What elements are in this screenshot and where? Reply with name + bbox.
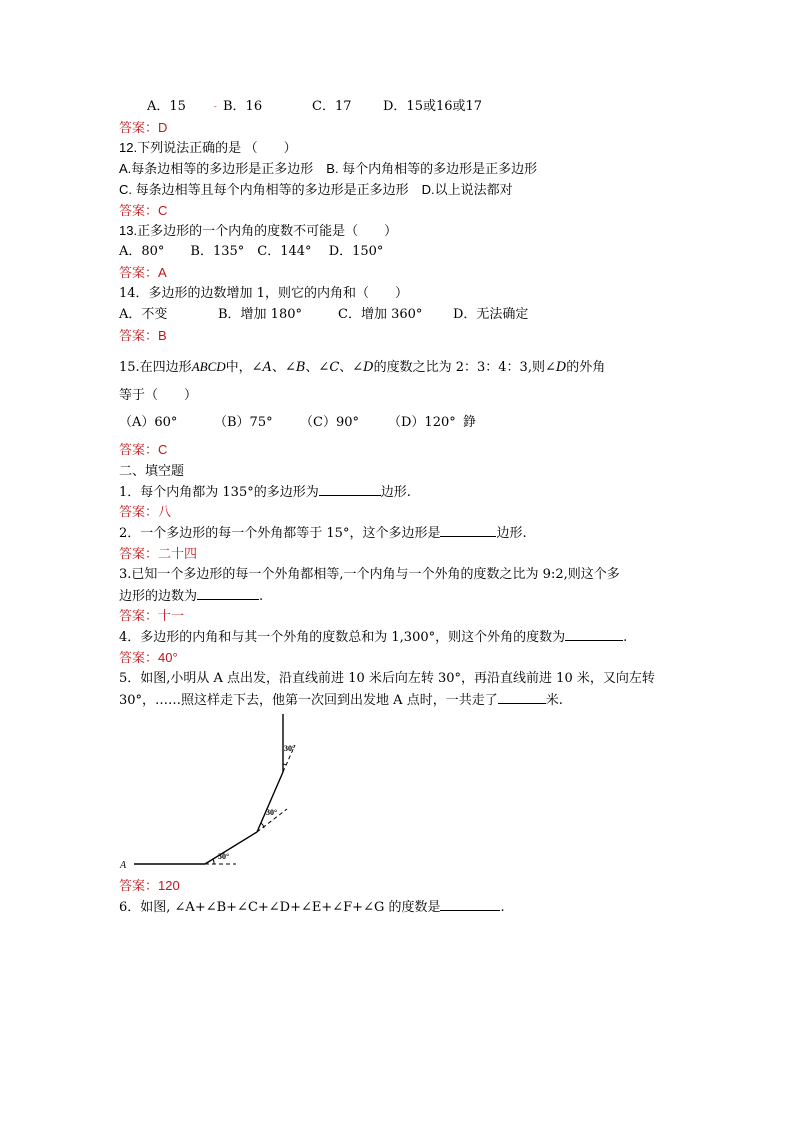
f1-question [119,483,411,502]
q14-option-a: A．不变 [119,307,168,322]
q13-stem: 13.正多边形的一个内角的度数不可能是（ ） [119,223,398,238]
angle-label-3: 30° [284,744,296,753]
q14-stem: 14．多边形的边数增加 1，则它的内角和（ ） [119,286,408,301]
f5-text-end: 米. [545,693,563,708]
f5-blank [498,691,546,704]
f3-text-end: . [259,589,264,604]
f4-text: 4．多边形的内角和与其一个外角的度数总和为 1,300°，则这个外角的度数为 [119,630,566,645]
f6-text: 6．如图, ∠A+∠B+∠C+∠D+∠E+∠F+∠G 的度数是 [119,900,441,915]
angle-arc-1 [213,859,214,864]
segment-3 [257,772,283,832]
q15-option-c: （C）90° [300,415,359,430]
f5-text: 30°，……照这样走下去，他第一次回到出发地 A 点时，一共走了 [119,693,498,708]
q12-options-ab: A.每条边相等的多边形是正多边形 B. 每个内角相等的多边形是正多边形 [119,161,538,176]
f4-blank [565,628,623,641]
q14-option-d: D．无法确定 [453,307,529,322]
q14-answer: 答案：B [119,328,167,343]
f4-answer: 答案：40° [119,650,178,665]
path-figure [118,712,308,872]
f4-text-end: . [623,630,628,645]
f2-answer: 答案：二十四 [119,546,198,561]
q15-stem-cont: 等于（ ） [119,388,198,403]
q12-answer: 答案：C [119,203,168,218]
f6-blank [440,898,500,911]
q11-answer: 答案：D [119,120,168,135]
q15-angle-d-ref: ∠D [544,360,567,375]
f3-answer: 答案：十一 [119,608,185,623]
q15-mid: 中， [225,360,252,375]
q15-angle-c: ∠C [318,360,340,375]
point-a-label: A [120,860,127,871]
f5-answer: 答案：120 [119,878,180,893]
angle-label-2: 30° [266,808,278,817]
q15-angle-b: ∠B [284,360,306,375]
f1-answer: 答案：八 [119,504,172,519]
q15-stem: 15.在四边形ABCD中，∠A、∠B、∠C、∠D的度数之比为 2：3：4：3,则∠D的外角 [119,359,606,375]
f2-text: 2．一个多边形的每一个外角都等于 15°，这个多边形是 [119,526,441,541]
f3-line1: 3.已知一个多边形的每一个外角都相等,一个内角与一个外角的度数之比为 9:2,则这个多 [119,567,620,582]
f5-line1: 5．如图,小明从 A 点出发，沿直线前进 10 米后向左转 30°，再沿直线前进 10 米，又向左转 [119,671,655,686]
q13-answer: 答案：A [119,265,167,280]
q15-option-a: （A）60° [119,415,178,430]
q14-option-c: C．增加 360° [338,307,423,322]
q15-suffix: 的外角 [566,360,606,375]
q15-answer: 答案：C [119,442,168,457]
q12-stem: 12.下列说法正确的是 （ ） [119,140,297,155]
q15-option-d: （D）120° [388,415,456,430]
q15-prefix: 15.在四边形 [119,360,192,375]
q15-option-b: （B）75° [214,415,273,430]
q11-option-b: B．16 [223,99,263,114]
q15-quad: ABCD [191,359,226,374]
f1-text-end: 边形. [380,485,411,500]
q11-option-a: A．15 [147,99,186,114]
f2-blank [440,524,496,537]
q11-option-d: D．15或16或17 [383,99,483,114]
f4-question [119,628,627,647]
angle-label-1: 30° [218,852,230,861]
q14-option-b: B．增加 180° [218,307,302,322]
q11-option-c: C．17 [312,99,352,114]
q15-stray-char: 錚 [463,415,477,430]
q15-angle-a: ∠A [251,360,272,375]
f3-line2 [119,587,263,606]
f3-blank [197,587,259,600]
f6-text-end: . [500,900,505,915]
f5-line2 [119,691,563,710]
q15-ratio-text: 的度数之比为 2：3：4：3,则 [373,360,545,375]
f6-question [119,898,505,917]
q12-options-cd: C. 每条边相等且每个内角相等的多边形是正多边形 D.以上说法都对 [119,182,513,197]
f3-text: 边形的边数为 [119,589,198,604]
f2-question [119,524,527,543]
q11-mark: - [214,102,217,111]
f2-text-end: 边形. [496,526,527,541]
q13-options: A．80° B．135° C．144° D．150° [119,244,384,259]
f1-text: 1．每个内角都为 135°的多边形为 [119,485,319,500]
q15-angle-d: ∠D [352,360,374,375]
section-heading: 二、填空题 [119,463,185,478]
f1-blank [319,483,381,496]
